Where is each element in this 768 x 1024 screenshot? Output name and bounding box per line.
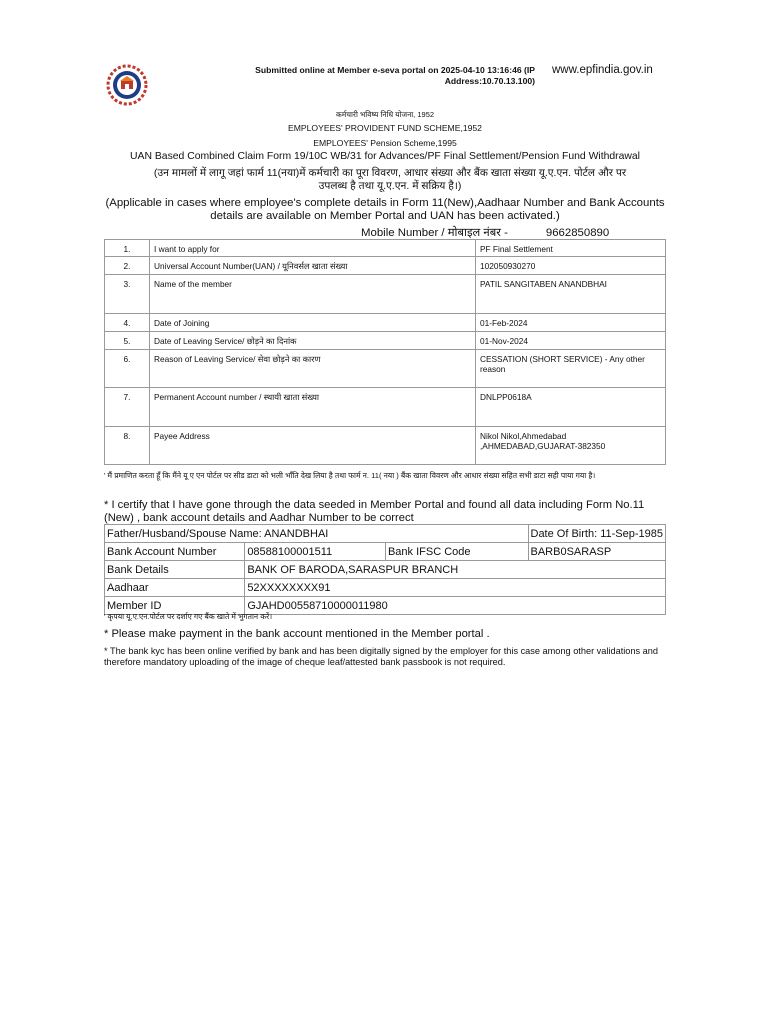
row-label: Date of Leaving Service/ छोड़ने का दिनांक: [150, 332, 476, 350]
kyc-note: * The bank kyc has been online verified by bank and has been digitally signed by the employer for this case among other validations and therefore mandatory uploading of the image of cheque leaf/attested bank passbook is not required.: [104, 646, 658, 667]
ifsc-value: BARB0SARASP: [528, 543, 666, 561]
row-number: 1.: [105, 240, 150, 257]
mobile-number: [361, 225, 609, 240]
table-row: [105, 579, 666, 597]
table-row: [105, 275, 666, 314]
row-label: Reason of Leaving Service/ सेवा छोड़ने का कारण: [150, 350, 476, 388]
row-label: I want to apply for: [150, 240, 476, 257]
submitted-line: Submitted online at Member e-seva portal on 2025-04-10 13:16:46 (IP Address:10.70.13.100): [255, 65, 535, 86]
row-value: DNLPP0618A: [476, 388, 666, 427]
row-value: 01-Feb-2024: [476, 314, 666, 332]
father-value: ANANDBHAI: [264, 527, 329, 540]
dob-value: 11-Sep-1985: [600, 527, 663, 540]
payment-note: * Please make payment in the bank account mentioned in the Member portal .: [104, 628, 490, 640]
father-label: Father/Husband/Spouse Name:: [107, 527, 262, 540]
member-id-value: GJAHD00558710000011980: [245, 597, 666, 615]
row-value: PATIL SANGITABEN ANANDBHAI: [476, 275, 666, 314]
hindi-applicability-note: (उन मामलों में लागू जहां फार्म 11(नया)में कर्मचारी का पूरा विवरण, आधार संख्या और बैंक खाता संख्या यू.ए.एन. पोर्टल और पर उपलब्ध है तथा यू.ए.एन. में सक्रिय है।): [153, 167, 627, 192]
row-label: Permanent Account number / स्थायी खाता संख्या: [150, 388, 476, 427]
bank-details-label: Bank Details: [105, 561, 245, 579]
row-number: 4.: [105, 314, 150, 332]
ifsc-label: Bank IFSC Code: [385, 543, 528, 561]
row-number: 8.: [105, 427, 150, 465]
row-value: 01-Nov-2024: [476, 332, 666, 350]
mobile-value: 9662850890: [545, 227, 610, 239]
hindi-declaration: ' मैं प्रमाणित करता हूँ कि मैंने यू ए एन पोर्टल पर सीड डाटा को भली भाँति देख लिया है तथा फार्म न. 11( नया ) बैंक खाता विवरण और आधार संख्या सहित सभी डाटा सही पाया गया है।: [104, 471, 596, 480]
table-row: [105, 543, 666, 561]
epfo-emblem-icon: [106, 64, 148, 106]
pension-scheme-title: EMPLOYEES' Pension Scheme,1995: [313, 138, 457, 148]
mobile-label: Mobile Number / मोबाइल नंबर -: [361, 227, 508, 239]
account-label: Bank Account Number: [105, 543, 245, 561]
website-link[interactable]: www.epfindia.gov.in: [552, 64, 653, 76]
table-row: [105, 240, 666, 257]
row-value: CESSATION (SHORT SERVICE) - Any other reason: [476, 350, 666, 388]
dob-cell: [528, 525, 666, 543]
certification-text: * I certify that I have gone through the data seeded in Member Portal and found all data including Form No.11 (New) , bank account details and Aadhar Number to be correct: [104, 499, 645, 524]
row-label: Name of the member: [150, 275, 476, 314]
table-row: [105, 314, 666, 332]
table-row: [105, 257, 666, 275]
aadhaar-label: Aadhaar: [105, 579, 245, 597]
hindi-payment-note: ' कृपया यू.ए.एन.पोर्टल पर दर्शाए गए बैंक खाते में भुगतान करें।: [104, 612, 273, 621]
table-row: [105, 332, 666, 350]
row-number: 7.: [105, 388, 150, 427]
row-number: 6.: [105, 350, 150, 388]
row-number: 5.: [105, 332, 150, 350]
applicability-note: (Applicable in cases where employee's complete details in Form 11(New),Aadhaar Number and Bank Accounts details are available on Member Portal and UAN has been activated.): [105, 197, 665, 222]
bank-details-value: BANK OF BARODA,SARASPUR BRANCH: [245, 561, 666, 579]
aadhaar-value: 52XXXXXXXX91: [245, 579, 666, 597]
account-value: 08588100001511: [245, 543, 386, 561]
father-name-cell: [105, 525, 529, 543]
row-value: Nikol Nikol,Ahmedabad ,AHMEDABAD,GUJARAT-382350: [476, 427, 666, 465]
dob-label: Date Of Birth:: [530, 527, 598, 540]
table-row: [105, 525, 666, 543]
row-value: PF Final Settlement: [476, 240, 666, 257]
form-title: UAN Based Combined Claim Form 19/10C WB/31 for Advances/PF Final Settlement/Pension Fund Withdrawal: [130, 151, 640, 162]
table-row: [105, 350, 666, 388]
row-value: 102050930270: [476, 257, 666, 275]
bank-details-table: [104, 524, 666, 615]
table-row: [105, 388, 666, 427]
row-label: Date of Joining: [150, 314, 476, 332]
row-label: Payee Address: [150, 427, 476, 465]
table-row: [105, 427, 666, 465]
row-number: 2.: [105, 257, 150, 275]
epf-scheme-title: EMPLOYEES' PROVIDENT FUND SCHEME,1952: [288, 123, 482, 133]
member-details-table: [104, 239, 666, 465]
row-number: 3.: [105, 275, 150, 314]
row-label: Universal Account Number(UAN) / यूनिवर्सल खाता संख्या: [150, 257, 476, 275]
member-id-label: Member ID: [105, 597, 245, 615]
table-row: [105, 561, 666, 579]
hindi-scheme-title: कर्मचारी भविष्य निधि योजना, 1952: [335, 110, 435, 119]
